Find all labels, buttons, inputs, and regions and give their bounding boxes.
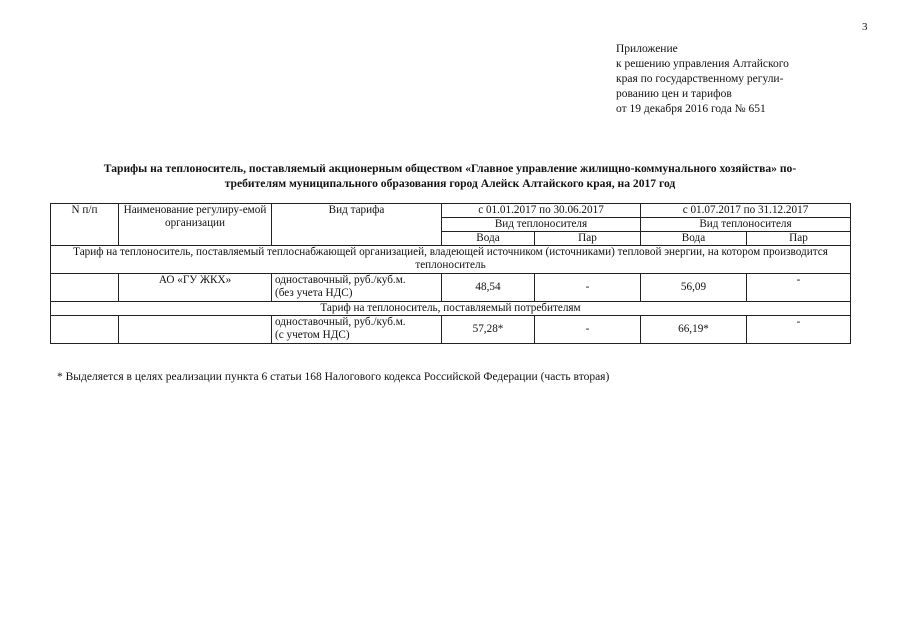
appendix-line: от 19 декабря 2016 года № 651 <box>616 103 766 115</box>
header-row <box>51 204 851 218</box>
header-carrier-1: Вид теплоносителя <box>442 218 641 232</box>
cell-org <box>119 316 272 344</box>
tariff-type-line: одноставочный, руб./куб.м. <box>275 274 406 286</box>
section-row <box>51 302 851 316</box>
cell-steam-2: - <box>747 274 851 302</box>
tariff-table <box>50 203 851 344</box>
cell-org: АО «ГУ ЖКХ» <box>119 274 272 302</box>
document-title <box>44 161 856 191</box>
section-title-2: Тариф на теплоноситель, поставляемый потребителям <box>51 302 851 316</box>
header-period-2: с 01.07.2017 по 31.12.2017 <box>641 204 851 218</box>
cell-tariff-type <box>272 274 442 302</box>
page-number: 3 <box>862 21 868 33</box>
cell-water-2: 56,09 <box>641 274 747 302</box>
cell-water-2: 66,19* <box>641 316 747 344</box>
cell-water-1: 57,28* <box>442 316 535 344</box>
header-water-2: Вода <box>641 232 747 246</box>
table-row <box>51 274 851 302</box>
header-num: N п/п <box>51 204 119 246</box>
cell-tariff-type <box>272 316 442 344</box>
cell-water-1: 48,54 <box>442 274 535 302</box>
appendix-line: рованию цен и тарифов <box>616 88 732 100</box>
appendix-line: края по государственному регули- <box>616 73 784 85</box>
tariff-type-line: одноставочный, руб./куб.м. <box>275 316 406 328</box>
header-carrier-2: Вид теплоносителя <box>641 218 851 232</box>
header-steam-1: Пар <box>535 232 641 246</box>
header-tariff-type: Вид тарифа <box>272 204 442 246</box>
header-steam-2: Пар <box>747 232 851 246</box>
footnote: * Выделяется в целях реализации пункта 6 статьи 168 Налогового кодекса Российской Федерации (часть вторая) <box>57 371 610 383</box>
section-title-1: Тариф на теплоноситель, поставляемый теплоснабжающей организацией, владеющей источником (источниками) тепловой энергии, на котором производится теплоноситель <box>51 246 851 274</box>
table-row <box>51 316 851 344</box>
header-water-1: Вода <box>442 232 535 246</box>
cell-num <box>51 274 119 302</box>
cell-steam-1: - <box>535 274 641 302</box>
cell-steam-2: - <box>747 316 851 344</box>
tariff-type-line: (с учетом НДС) <box>275 329 350 341</box>
header-org: Наименование регулиру-емой организации <box>119 204 272 246</box>
appendix-line: Приложение <box>616 43 678 55</box>
header-period-1: с 01.01.2017 по 30.06.2017 <box>442 204 641 218</box>
tariff-type-line: (без учета НДС) <box>275 287 353 299</box>
appendix-line: к решению управления Алтайского <box>616 58 789 70</box>
cell-steam-1: - <box>535 316 641 344</box>
cell-num <box>51 316 119 344</box>
appendix-note <box>616 42 789 117</box>
title-line-1: Тарифы на теплоноситель, поставляемый акционерным обществом «Главное управление жилищно-коммунального хозяйства» по- <box>103 162 797 175</box>
title-line-2: требителям муниципального образования город Алейск Алтайского края, на 2017 год <box>224 177 676 190</box>
section-row <box>51 246 851 274</box>
